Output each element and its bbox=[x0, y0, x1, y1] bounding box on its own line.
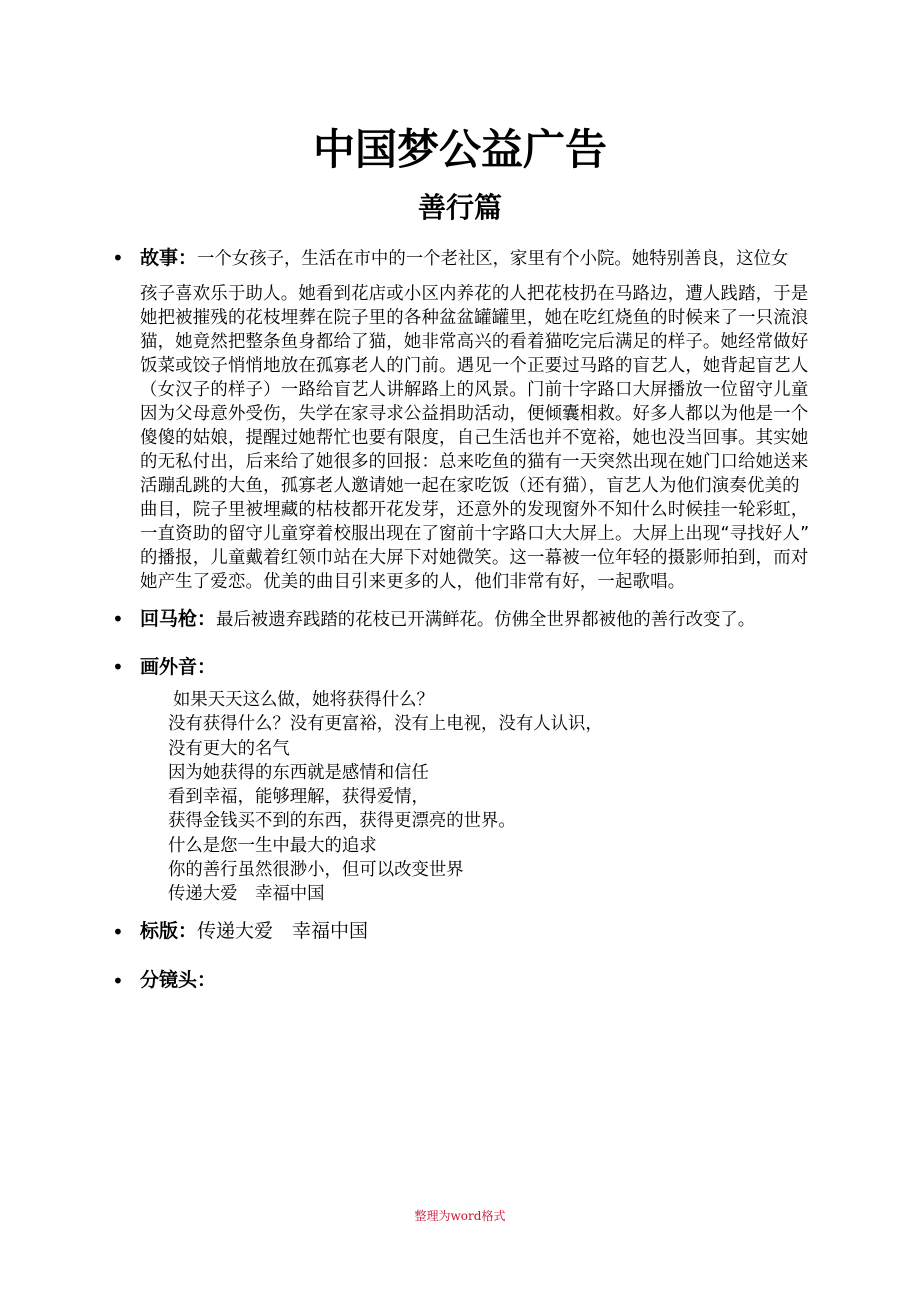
document-subtitle: 善行篇 bbox=[417, 191, 502, 224]
biaoban-text: 传递大爱 幸福中国 bbox=[197, 920, 369, 942]
story-first-line bbox=[140, 246, 840, 271]
story-line: （女汉子的样子）一路给盲艺人讲解路上的风景。门前十字路口大屏播放一位留守儿童 bbox=[140, 380, 809, 400]
huimaqiang-label: 回马枪： bbox=[140, 608, 217, 630]
story-line: 她产生了爱恋。优美的曲目引来更多的人，他们非常有好，一起歌唱。 bbox=[140, 572, 686, 592]
story-line: 因为父母意外受伤，失学在家寻求公益捐助活动，便倾囊相救。好多人都以为他是一个 bbox=[140, 404, 809, 424]
story-first-line-text: 一个女孩子，生活在市中的一个老社区，家里有个小院。她特别善良，这位女 bbox=[197, 249, 789, 269]
document-title: 中国梦公益广告 bbox=[312, 125, 607, 174]
story-line: 的无私付出，后来给了她很多的回报：总来吃鱼的猫有一天突然出现在她门口给她送来 bbox=[140, 452, 809, 472]
voiceover-line: 如果天天这么做，她将获得什么？ bbox=[173, 690, 434, 710]
huimaqiang-line bbox=[140, 607, 755, 632]
voiceover-line: 看到幸福，能够理解，获得爱情， bbox=[168, 787, 429, 808]
voiceover-line: 你的善行虽然很渺小，但可以改变世界 bbox=[168, 860, 464, 881]
voiceover-line: 什么是您一生中最大的追求 bbox=[168, 835, 377, 856]
story-line: 活蹦乱跳的大鱼，孤寡老人邀请她一起在家吃饭（还有猫），盲艺人为他们演奏优美的 bbox=[140, 476, 800, 496]
bullet-fenjingtou: • bbox=[112, 969, 124, 993]
story-line: 傻傻的姑娘，提醒过她帮忙也要有限度，自己生活也并不宽裕，她也没当回事。其实她 bbox=[140, 428, 809, 448]
fenjingtou-label: 分镜头： bbox=[140, 969, 217, 991]
bullet-voiceover: • bbox=[112, 655, 124, 679]
story-line: 曲目，院子里被埋藏的枯枝都开花发芽，还意外的发现窗外不知什么时候挂一轮彩虹， bbox=[140, 500, 809, 520]
story-line: 的播报，儿童戴着红领巾站在大屏下对她微笑。这一幕被一位年轻的摄影师拍到，而对 bbox=[140, 548, 809, 568]
bullet-biaoban: • bbox=[112, 920, 124, 944]
voiceover-lines bbox=[168, 688, 603, 907]
voiceover-line: 传递大爱 幸福中国 bbox=[168, 884, 325, 905]
story-line: 一直资助的留守儿童穿着校服出现在了窗前十字路口大大屏上。大屏上出现“寻找好人” bbox=[140, 524, 810, 544]
page-footer: 整理为word格式 bbox=[414, 1209, 506, 1223]
bullet-huimaqiang: • bbox=[112, 607, 124, 631]
story-line: 她把被摧残的花枝埋葬在院子里的各种盆盆罐罐里，她在吃红烧鱼的时候来了一只流浪 bbox=[140, 308, 809, 328]
story-line: 孩子喜欢乐于助人。她看到花店或小区内养花的人把花枝扔在马路边，遭人践踏，于是 bbox=[140, 284, 809, 304]
voiceover-line: 没有更大的名气 bbox=[168, 738, 290, 759]
voiceover-line: 没有获得什么？没有更富裕，没有上电视，没有人认识， bbox=[168, 714, 603, 735]
biaoban-line bbox=[140, 918, 368, 944]
story-line: 饭菜或饺子悄悄地放在孤寡老人的门前。遇见一个正要过马路的盲艺人，她背起盲艺人 bbox=[140, 356, 809, 376]
story-label: 故事： bbox=[140, 247, 198, 269]
biaoban-label: 标版： bbox=[140, 920, 198, 942]
voiceover-label: 画外音： bbox=[140, 656, 217, 678]
voiceover-line: 因为她获得的东西就是感情和信任 bbox=[168, 762, 429, 783]
story-line: 猫，她竟然把整条鱼身都给了猫，她非常高兴的看着猫吃完后满足的样子。她经常做好 bbox=[140, 332, 809, 352]
voiceover-line: 获得金钱买不到的东西，获得更漂亮的世界。 bbox=[168, 811, 516, 832]
bullet-story: • bbox=[112, 246, 124, 270]
story-paragraph bbox=[140, 282, 840, 594]
huimaqiang-text: 最后被遗弃践踏的花枝已开满鲜花。仿佛全世界都被他的善行改变了。 bbox=[216, 610, 756, 630]
